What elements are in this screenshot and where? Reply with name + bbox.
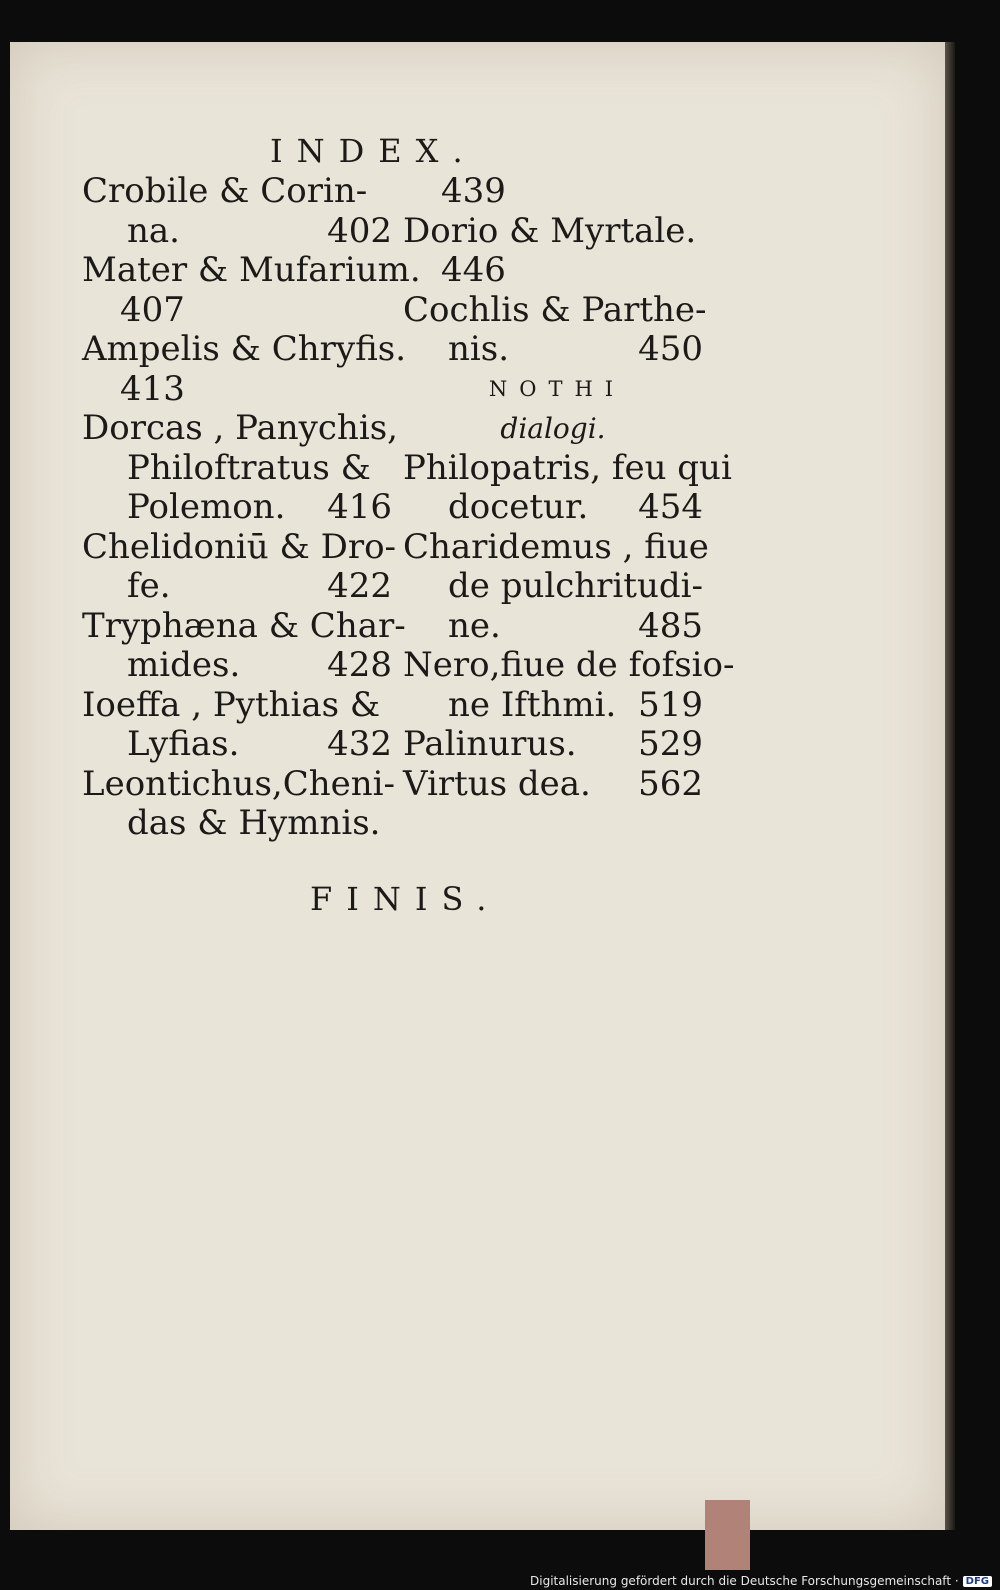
index-entry-text: 439	[441, 171, 506, 211]
index-entry-text: Dorio & Myrtale.	[403, 210, 697, 251]
index-entry-line	[82, 488, 392, 528]
index-entry-text: docetur.	[448, 487, 589, 527]
index-page-number: 428	[327, 645, 392, 685]
index-entry-text: Ampelis & Chryfis.	[82, 329, 407, 369]
index-entry-line	[403, 725, 703, 765]
index-entry-line	[82, 370, 392, 410]
index-entry-line	[403, 172, 703, 212]
index-entry-line	[403, 765, 703, 805]
index-page-number: 422	[327, 566, 392, 606]
index-entry-line	[403, 645, 735, 686]
index-entry-line	[403, 488, 703, 528]
index-entry-line	[403, 567, 703, 607]
index-entry-line	[82, 250, 421, 291]
index-entry-text: fe.	[127, 566, 171, 606]
index-page-number: 450	[638, 329, 703, 369]
index-entry-line	[403, 289, 707, 331]
index-entry-text: Ioeffa , Pythias &	[82, 684, 381, 725]
index-entry-line	[403, 607, 703, 647]
index-entry-text: Charidemus , fiue	[403, 526, 709, 567]
index-entry-text: ne.	[448, 605, 501, 646]
index-column-right	[403, 171, 735, 804]
index-heading: INDEX.	[270, 132, 477, 170]
index-entry-text: Leontichus,Cheni-	[82, 763, 395, 804]
index-entry-line	[403, 447, 732, 489]
index-entry-line	[403, 370, 703, 410]
dfg-logo-icon: DFG	[963, 1576, 992, 1587]
index-page-number: 432	[327, 724, 392, 764]
index-entry-text: de pulchritudi-	[448, 566, 703, 606]
index-entry-text: das & Hymnis.	[127, 803, 381, 843]
index-entry-line	[403, 686, 703, 726]
index-entry-text: Philoftratus &	[127, 447, 371, 488]
index-column-left	[82, 171, 421, 844]
finis-text: FINIS.	[310, 880, 501, 918]
footer-credit-text: Digitalisierung gefördert durch die Deutsche Forschungsgemeinschaft ·	[530, 1574, 959, 1588]
index-entry-text: Cochlis & Parthe-	[403, 289, 707, 330]
index-page-number: 454	[638, 487, 703, 527]
index-entry-text: Dorcas , Panychis,	[82, 408, 398, 448]
index-entry-line	[82, 449, 392, 489]
index-entry-text: NOTHI	[488, 376, 626, 401]
index-entry-text: 413	[120, 368, 185, 409]
index-entry-line	[82, 526, 397, 568]
index-entry-line	[403, 409, 703, 449]
index-page-number: 519	[638, 684, 703, 725]
index-entry-text: ne Ifthmi.	[448, 684, 617, 725]
index-entry-text: dialogi.	[500, 412, 606, 445]
index-page-number: 402	[327, 210, 392, 251]
index-entry-line	[82, 804, 392, 844]
index-entry-text: Nero,fiue de fofsio-	[403, 645, 735, 685]
index-entry-line	[82, 172, 392, 212]
index-entry-line	[403, 251, 703, 291]
index-entry-line	[403, 526, 709, 568]
index-page-number: 529	[638, 724, 703, 764]
index-entry-line	[82, 646, 392, 686]
index-entry-line	[82, 212, 392, 252]
index-entry-line	[82, 329, 407, 370]
index-entry-line	[82, 567, 392, 607]
index-entry-text: mides.	[127, 645, 241, 685]
index-entry-text: Crobile & Corin-	[82, 171, 368, 211]
index-entry-text: Mater & Mufarium.	[82, 250, 421, 290]
footer-credit	[530, 1574, 992, 1588]
index-entry-text: nis.	[448, 329, 510, 369]
index-entry-line	[82, 605, 406, 647]
index-entry-line	[82, 291, 392, 331]
index-entry-text: Lyfias.	[127, 724, 240, 764]
index-entry-line	[82, 725, 392, 765]
index-entry-text: na.	[127, 210, 180, 251]
index-entry-text: Polemon.	[127, 487, 286, 527]
index-entry-text: Philopatris, feu qui	[403, 447, 732, 488]
index-entry-text: 407	[120, 289, 185, 330]
page-edge	[945, 42, 955, 1530]
index-entry-line	[82, 686, 392, 726]
index-entry-line	[403, 330, 703, 370]
index-entry-text: Virtus dea.	[403, 763, 591, 804]
index-entry-line	[82, 408, 398, 449]
index-page-number: 562	[638, 763, 703, 804]
index-entry-text: Tryphæna & Char-	[82, 605, 406, 646]
index-entry-text: Palinurus.	[403, 724, 577, 764]
index-page-number: 416	[327, 487, 392, 527]
index-entry-text: 446	[441, 250, 506, 290]
bookmark-ribbon	[705, 1500, 750, 1570]
index-entry-line	[403, 212, 703, 252]
index-entry-line	[82, 763, 395, 805]
index-entry-text: Chelidoniū & Dro-	[82, 526, 397, 567]
index-page-number: 485	[638, 605, 703, 646]
